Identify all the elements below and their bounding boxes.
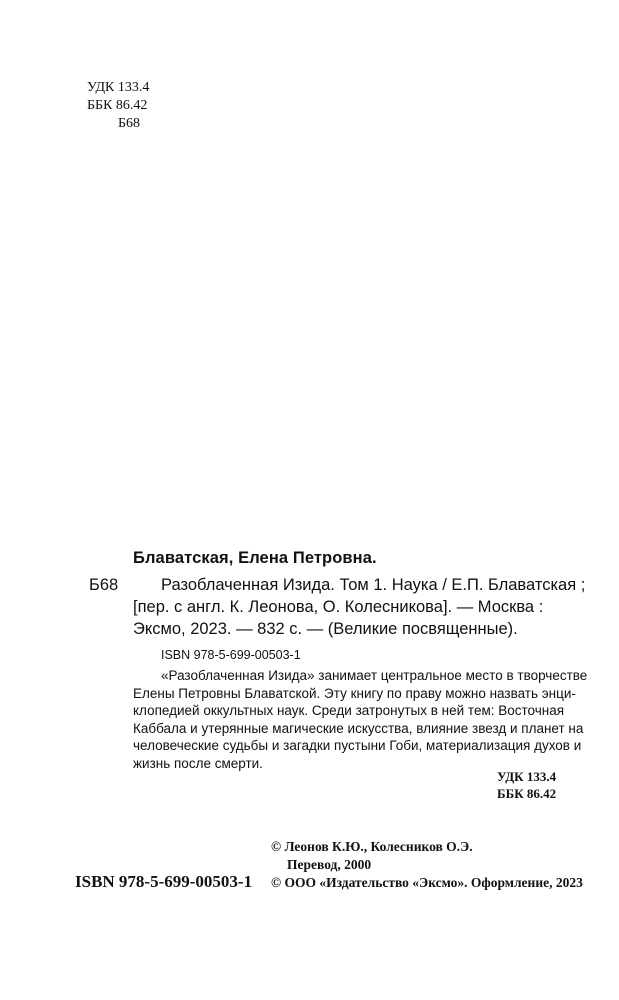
isbn-main: ISBN 978-5-699-00503-1 <box>75 872 253 891</box>
author-mark-top: Б68 <box>118 116 141 131</box>
catalog-author: Блаватская, Елена Петровна. <box>133 549 377 567</box>
catalog-description-line: [пер. с англ. К. Леонова, О. Колесникова]. — Москва : <box>133 598 544 616</box>
udk-code-top: УДК 133.4 <box>87 80 150 95</box>
annotation-line: клопедией оккультных наук. Среди затронутых в ней тем: Восточная <box>133 703 565 718</box>
catalog-isbn: ISBN 978-5-699-00503-1 <box>161 648 301 662</box>
annotation-line: человеческие судьбы и загадки пустыни Гоби, материализация духов и <box>133 738 582 753</box>
annotation-line: «Разоблаченная Изида» занимает центральное место в творчестве <box>161 668 588 683</box>
catalog-description-line: Эксмо, 2023. — 832 с. — (Великие посвященные). <box>133 620 518 638</box>
catalog-author-mark: Б68 <box>89 576 119 594</box>
copyright-publisher: © ООО «Издательство «Эксмо». Оформление, 2023 <box>271 875 583 890</box>
translation-year: Перевод, 2000 <box>287 857 372 872</box>
annotation-line: жизнь после смерти. <box>133 756 263 771</box>
annotation-line: Елены Петровны Блаватской. Эту книгу по праву можно назвать энци- <box>133 686 576 701</box>
copyright-translators: © Леонов К.Ю., Колесников О.Э. <box>271 839 473 854</box>
annotation-line: Каббала и утерянные магические искусства, влияние звезд и планет на <box>133 721 584 736</box>
bbk-code-right: ББК 86.42 <box>497 786 557 801</box>
catalog-description-line: Разоблаченная Изида. Том 1. Наука / Е.П. Блаватская ; <box>161 576 586 594</box>
udk-code-right: УДК 133.4 <box>497 769 557 784</box>
bbk-code-top: ББК 86.42 <box>87 98 148 113</box>
